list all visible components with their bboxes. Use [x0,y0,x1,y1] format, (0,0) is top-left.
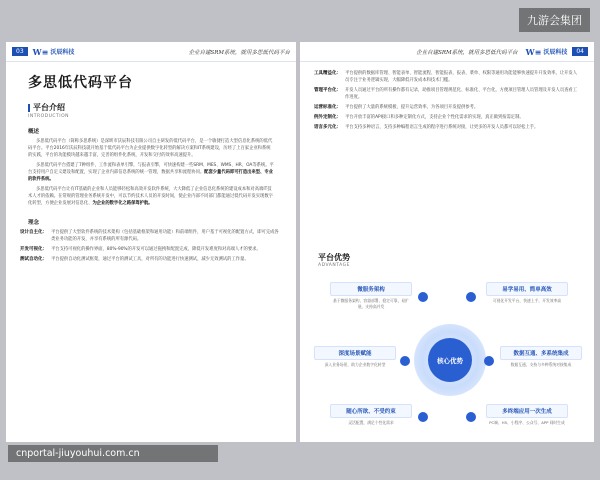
feature-row [300,124,594,131]
advantage-title: 平台优势 [318,253,350,262]
overview-bold: 配套少量代码即可打造出来型、专业的软件系统。 [28,170,273,182]
multi-terminal-icon [466,412,476,422]
feature-key: 管理平台化： [314,88,341,93]
idea-row [6,229,296,243]
idea-value: 平台提供自动化测试框架，通过平台的测试工具，对所有的功能进行快速测试，减少无效测试的工作量。 [51,257,249,262]
feature-row [300,70,594,84]
feature-row [300,104,594,111]
advantage-item-desc: 灵活配置，满足个性化需求 [348,420,394,425]
overview-paragraph-2 [6,162,296,183]
header-slogan: 企业自建SRM系统，就用多思低代码平台 [188,49,290,56]
feature-row [300,114,594,121]
advantage-item [486,404,568,426]
page-title: 多思低代码平台 [28,75,133,91]
advantage-item-title: 多终端应用一次生成 [486,404,568,418]
core-advantage-badge: 核心优势 [428,338,472,382]
idea-value: 平台提供了大型软件系统的技术架构（包括基础框架和通用功能）和前端组件，用户基于可视化的配置方式，即可完成各类业务功能的开发，并享有系统的所有源代码。 [51,230,279,242]
feature-value: 平台支持多种语言，支持多种编程语言生成的程序进行系统对接，让更多的开发人员都可以轻松上手。 [345,125,539,130]
overview-text-3: 多思低代码平台让有IT基础的企业和人员能够轻松和高效开发软件系统，大大降低了企业信息化系统的建设成本和对高端IT技术人才的依赖。在常规的管理业务系统开发中，可以节约技术人员的开发时间，使企业内部不同部门都能通过低代码开发实现数字化转型，方便企业发展对信息化、 [28,187,273,206]
feature-key: 运营标准化： [314,105,341,110]
section-subtitle: INTRODUCTION [28,114,69,119]
advantage-item-desc: 可视化开发平台，快速上手，开发效率高 [492,298,562,303]
logo-name: 沃辰科技 [543,49,568,56]
advantage-item-desc: 数据互通，支持与多种系统对接集成 [510,362,572,367]
overview-text: 多思低代码平台搭建了7种组件，工作流和表单引擎，与报表引擎，可快速构建一些SRM、MES、WMS、HR、OA等系统。平台支持用户自定义建设和配置，实现了企业内部信息系统的统一管理，数据共享和流程协同。 [28,163,274,175]
easy-use-icon [466,292,476,302]
company-logo [33,47,75,57]
idea-key: 设计自主化： [20,230,47,235]
advantage-section [300,252,594,442]
microservice-icon [418,292,428,302]
idea-row [6,246,296,253]
feature-value: 平台提供了大量的系统模板，提升运营效率，为各项目开发提供参考。 [345,105,479,110]
logo-mark-icon: W≡ [32,46,49,57]
page-number: 03 [12,47,28,56]
advantage-item-desc: 基于微服务架构，容器部署，稳定可靠，易扩展，支持高并发 [333,298,409,309]
overview-bold-2: 为企业的数字化之路保驾护航。 [92,201,153,206]
idea-row [6,256,296,263]
scene-icon [400,356,410,366]
advantage-item [330,404,412,426]
feature-key: 例外定制化： [314,115,341,120]
feature-key: 工具精益化： [314,71,341,76]
advantage-subtitle: ADVANTAGE [318,263,350,268]
section-title: 平台介绍 [28,102,274,113]
page-number: 04 [572,47,588,56]
overview-paragraph-3 [6,186,296,207]
advantage-item [314,346,396,368]
feature-value: 开发人员通过平台的所有操作都有记录，助推项目管理规范化、标准化、平台化，方便项目管理人员管理及开发人员查看工作进度。 [345,88,578,100]
left-page [6,42,296,442]
advantage-item-title: 易学易用、简单高效 [486,282,568,296]
feature-value: 平台开放丰富的API接口和多种定制化方式，支持企业个性化需求的实现，真正做到按需定制。 [345,115,524,120]
advantage-item [486,282,568,304]
advantage-item-title: 随心所欲、不受约束 [330,404,412,418]
footer-url: cnportal-jiuyouhui.com.cn [8,445,218,462]
advantage-item-desc: 深入业务场景，助力企业数字化转型 [324,362,386,367]
logo-name: 沃辰科技 [50,49,75,56]
idea-key: 开发可视化： [20,247,47,252]
feature-value: 平台提供的数据库管理、智能表单、智能流程、智能报表、报表、菜单、权限等通用功能能够快速提升开发效率，让开发人员专注于业务逻辑实现，大幅降低开发成本和技术门槛。 [345,71,578,83]
right-header [300,42,594,62]
watermark-badge: 九游会集团 [519,8,590,32]
advantage-item-title: 数据互通、多系统集成 [500,346,582,360]
integration-icon [484,356,494,366]
advantage-item-title: 微服务架构 [330,282,412,296]
freedom-icon [418,412,428,422]
advantage-item [500,346,582,368]
overview-heading: 概述 [28,129,40,135]
idea-heading: 理念 [28,220,40,226]
header-slogan: 企业自建SRM系统，就用多思低代码平台 [416,49,518,56]
advantage-item [330,282,412,309]
company-logo [526,47,568,57]
advantage-item-desc: PC端、H5、小程序、公众号、APP 同时生成 [489,420,565,425]
advantage-item-title: 深度场景赋能 [314,346,396,360]
logo-mark-icon: W≡ [525,46,542,57]
section-heading [6,92,296,119]
overview-paragraph-1: 多思低代码平台（简称多思系统）是深圳市沃辰科技有限公司自主研发的低代码平台，是一个敏捷打造大型信息化系统的低代码平台。平台2016年沃辰科技就开始基于低代码平台为企业提供数字化转型的解决方案和IT系统建设，历经了上百家企业和系统的实践，平台的功能模块越来越丰富，完善的组件化系统，开发和交付的效率高速提升。 [28,139,273,158]
right-page [300,42,594,442]
feature-row [300,87,594,101]
idea-key: 测试自动化： [20,257,47,262]
feature-key: 语言多元化： [314,125,341,130]
left-header [6,42,296,62]
idea-value: 平台支持可视化的操作界面，80%-90%的开发可以通过拖拽和配置完成，降低开发难度和对高端人才的要求。 [51,247,261,252]
